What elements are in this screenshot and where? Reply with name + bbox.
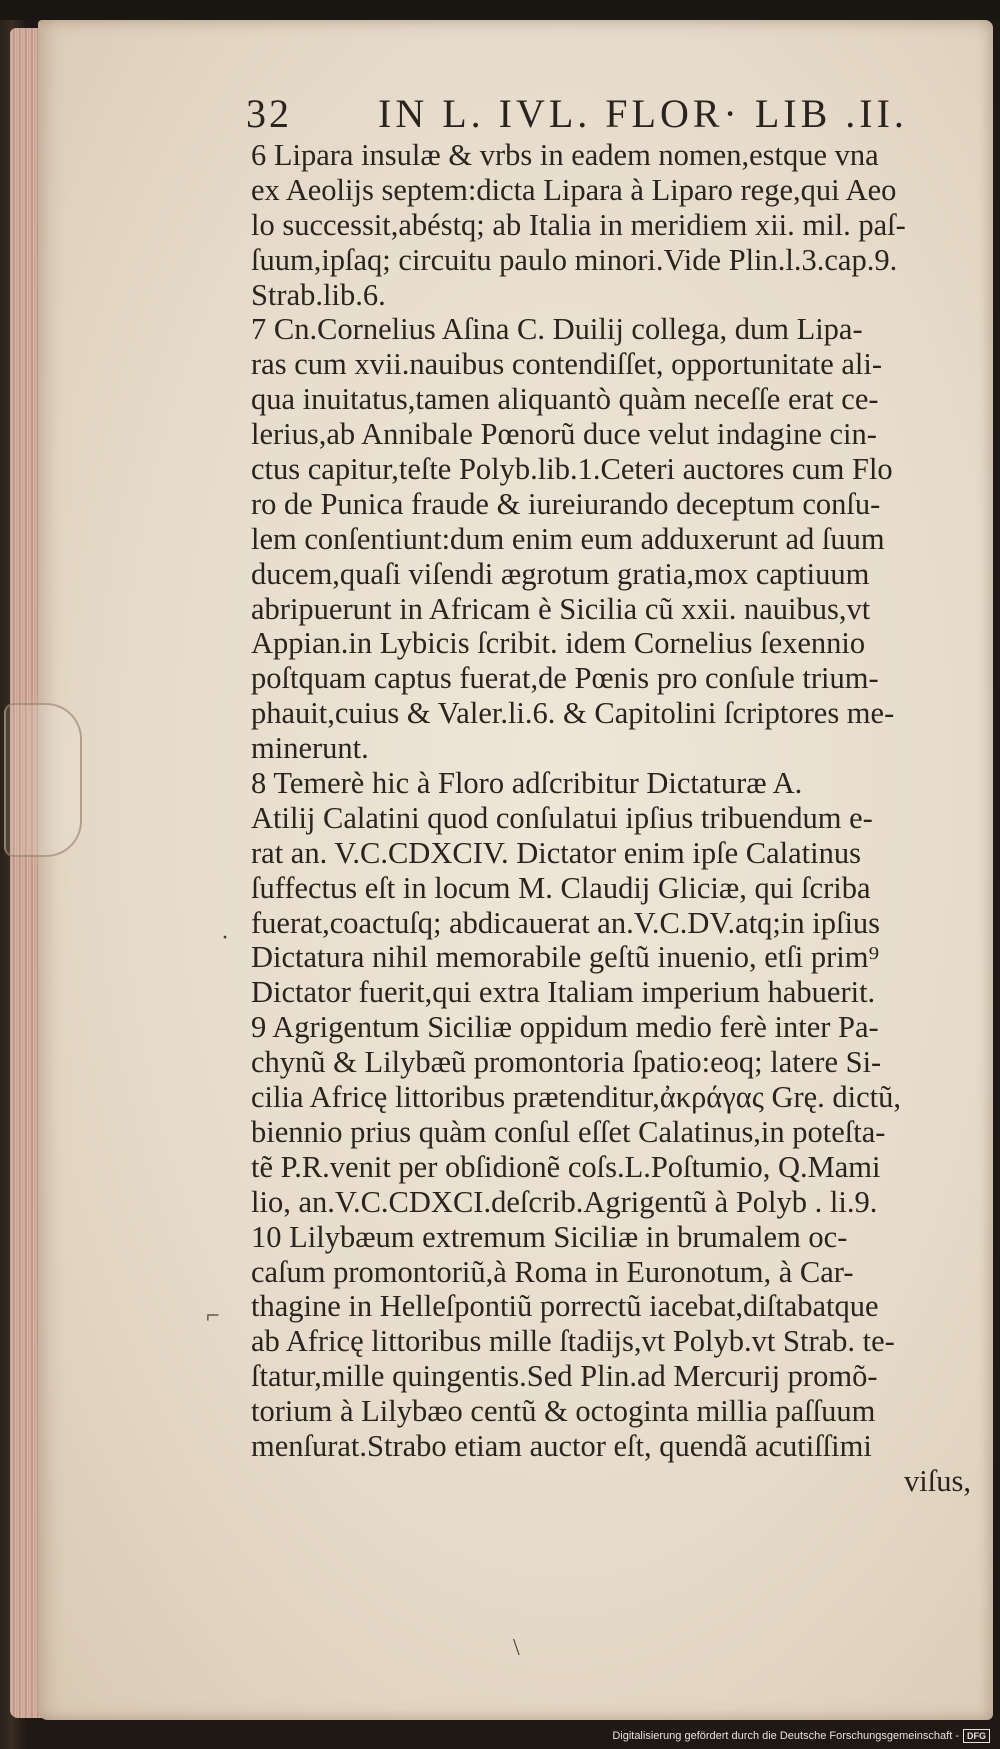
text-line: torium à Lilybæo centũ & octoginta millia paſſuum [251,1394,876,1429]
text-line: ras cum xvii.nauibus contendiſſet, opportunitate ali- [251,347,883,382]
digitization-credit [612,1729,990,1743]
text-line: Atilij Calatini quod conſulatui ipſius tribuendum e- [251,800,873,835]
text-line: ſtatur,mille quingentis.Sed Plin.ad Mercurij promõ- [251,1359,878,1394]
text-line: tẽ P.R.venit per obſidionẽ coſs.L.Poſtumio, Q.Mami [251,1149,881,1184]
scan-top-border [0,0,1000,20]
text-line: 7 Cn.Cornelius Aſina C. Duilij collega, dum Lipa- [251,312,863,347]
text-line: abripuerunt in Africam è Sicilia cũ xxii. nauibus,vt [251,591,871,626]
margin-mark: \ [513,1635,520,1661]
margin-mark: ⌐ [206,1303,220,1329]
text-line: lo successit,abéstq; ab Italia in meridiem xii. mil. paſ- [251,207,906,242]
text-line: 6 Lipara insulæ & vrbs in eadem nomen,estque vna [251,138,879,172]
margin-mark: · [221,925,229,951]
text-line: poſtquam captus fuerat,de Pœnis pro conſule trium- [251,661,879,696]
book-page [38,20,993,1720]
text-line: thagine in Helleſpontiũ porrectũ iacebat,diſtabatque [251,1289,879,1324]
text-line: biennio prius quàm conſul eſſet Calatinus,in poteſta- [251,1114,886,1149]
text-line: ducem,quaſi viſendi ægrotum gratia,mox captiuum [251,556,870,591]
text-line: Dictatura nihil memorabile geſtũ inuenio, etſi prim⁹ [251,940,880,975]
text-line: ab Africę littoribus mille ſtadijs,vt Polyb.vt Strab. te- [251,1324,895,1359]
text-line: lerius,ab Annibale Pœnorũ duce velut indagine cin- [251,417,877,452]
clip-shadow [4,703,82,857]
dfg-logo: DFG [963,1729,990,1743]
text-line: fuerat,coactuſq; abdicauerat an.V.C.DV.atq;in ipſius [251,905,881,940]
text-line: qua inuitatus,tamen aliquantò quàm neceſſe erat ce- [251,382,879,417]
text-line: Appian.in Lybicis ſcribit. idem Cornelius ſexennio [251,626,866,661]
page-number: 32 [246,91,292,136]
text-line: Strab.lib.6. [251,277,386,312]
text-line: menſurat.Strabo etiam auctor eſt, quendã acutiſſimi [251,1428,872,1463]
text-line: 9 Agrigentum Siciliæ oppidum medio ferè inter Pa- [251,1010,879,1045]
text-line: lem conſentiunt:dum enim eum adduxerunt ad ſuum [251,521,885,556]
text-line: 8 Temerè hic à Floro adſcribitur Dictaturæ A. [251,766,803,801]
text-line: 10 Lilybæum extremum Siciliæ in brumalem oc- [251,1219,848,1254]
text-line: lio, an.V.C.CDXCI.deſcrib.Agrigentũ à Polyb . li.9. [251,1184,878,1219]
text-line: rat an. V.C.CDXCIV. Dictator enim ipſe Calatinus [251,835,861,870]
text-line: chynũ & Lilybæũ promontoria ſpatio:eoq; latere Si- [251,1045,882,1080]
text-line: caſum promontoriũ,à Roma in Euronotum, à Car- [251,1254,854,1289]
text-line: cilia Africę littoribus prætenditur,ἀκράγας Grę. dictũ, [251,1080,902,1115]
text-line: minerunt. [251,731,369,766]
text-line: ctus capitur,teſte Polyb.lib.1.Ceteri auctores cum Flo [251,452,893,487]
text-line: ſuffectus eſt in locum M. Claudij Gliciæ, qui ſcriba [251,870,871,905]
body-text [251,138,971,1499]
text-line: Dictator fuerit,qui extra Italiam imperium habuerit. [251,975,876,1010]
catchword: viſus, [904,1463,971,1498]
running-title: IN L. IVL. FLOR· LIB .II. [378,91,908,136]
text-line: ro de Punica fraude & iureiurando deceptum conſu- [251,486,881,521]
credit-text: Digitalisierung gefördert durch die Deutsche Forschungsgemeinschaft - [612,1730,959,1742]
text-line: ex Aeolijs septem:dicta Lipara à Liparo rege,qui Aeo [251,172,897,207]
text-line: phauit,cuius & Valer.li.6. & Capitolini ſcriptores me- [251,696,895,731]
text-line: ſuum,ipſaq; circuitu paulo minori.Vide Plin.l.3.cap.9. [251,242,898,277]
